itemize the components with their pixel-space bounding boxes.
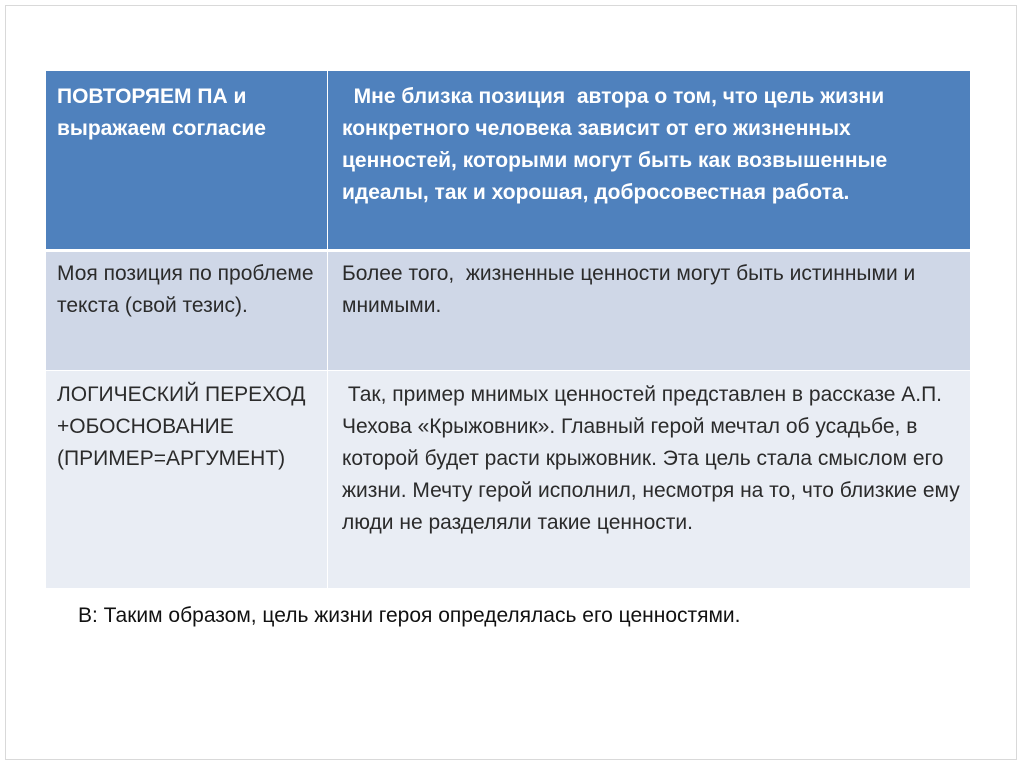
- row-label-argument: ЛОГИЧЕСКИЙ ПЕРЕХОД +ОБОСНОВАНИЕ (ПРИМЕР=АРГУМЕНТ): [46, 371, 328, 589]
- argument-table: [45, 70, 971, 589]
- row-label-restate: ПОВТОРЯЕМ ПА и выражаем согласие: [46, 71, 328, 251]
- row-text-thesis: Более того, жизненные ценности могут быть истинными и мнимыми.: [328, 251, 971, 371]
- row-text-argument: Так, пример мнимых ценностей представлен в рассказе А.П. Чехова «Крыжовник». Главный герой мечтал об усадьбе, в которой будет расти крыжовник. Эта цель стала смыслом его жизни. Мечту герой исполнил, несмотря на то, что близкие ему люди не разделяли такие ценности.: [328, 371, 971, 589]
- row-text-restate: Мне близка позиция автора о том, что цель жизни конкретного человека зависит от его жизненных ценностей, которыми могут быть как возвышенные идеалы, так и хорошая, добросовестная работа.: [328, 71, 971, 251]
- table-row-argument: [46, 371, 971, 589]
- table-row-thesis: [46, 251, 971, 371]
- table-row-header: [46, 71, 971, 251]
- row-label-thesis: Моя позиция по проблеме текста (свой тезис).: [46, 251, 328, 371]
- conclusion-text: В: Таким образом, цель жизни героя определялась его ценностями.: [78, 604, 741, 627]
